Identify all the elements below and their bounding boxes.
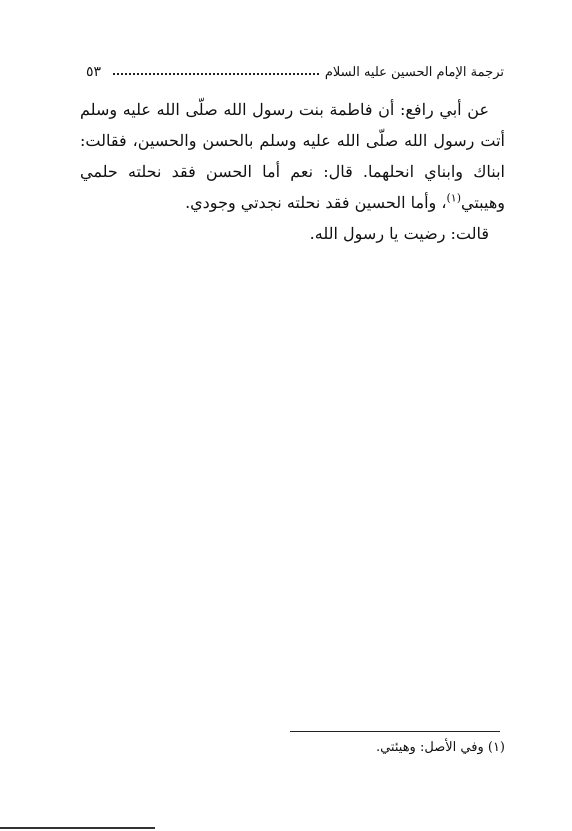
- page-number: ٥٣: [86, 64, 102, 80]
- paragraph: [80, 218, 505, 249]
- main-text: [80, 94, 505, 249]
- footnote: (١) وفي الأصل: وهيئتي.: [375, 740, 505, 755]
- paragraph-text-before-note: عن أبي رافع: أن فاطمة بنت رسول الله صلّى الله عليه وسلم أتت رسول الله صلّى الله عليه وسلم بالحسن والحسين، فقالت: ابناك وابناي انحلهما. قال: نعم أما الحسن فقد نحلته حلمي وهيبتي: [80, 100, 505, 212]
- footnote-separator: [290, 731, 500, 732]
- paragraph-text-after-note: ، وأما الحسين فقد نحلته نجدتي وجودي.: [185, 193, 447, 212]
- running-header-title: ترجمة الإمام الحسين عليه السلام: [324, 64, 504, 80]
- dotted-leader: [113, 73, 319, 75]
- paragraph: [80, 94, 505, 218]
- running-header: [86, 60, 504, 84]
- footnote-reference: (١): [446, 191, 462, 205]
- scan-edge-line: [0, 827, 155, 829]
- paragraph-text: قالت: رضيت يا رسول الله.: [309, 224, 489, 243]
